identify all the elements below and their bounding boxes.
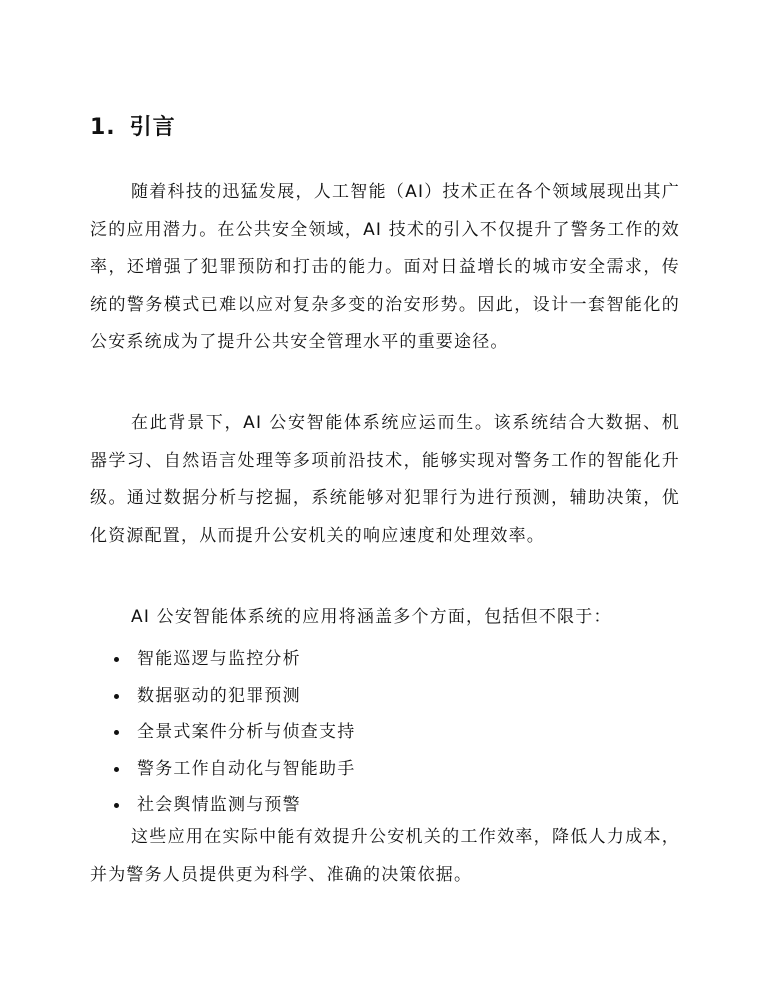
list-item-text: 全景式案件分析与侦查支持 bbox=[137, 722, 356, 742]
list-item bbox=[90, 751, 680, 788]
section-heading bbox=[90, 113, 176, 143]
list-item-text: 数据驱动的犯罪预测 bbox=[137, 685, 301, 706]
list-item-text: 警务工作自动化与智能助手 bbox=[137, 758, 356, 779]
list-item-text: 智能巡逻与监控分析 bbox=[137, 649, 301, 669]
bullet-dot-icon bbox=[114, 694, 119, 699]
list-item bbox=[90, 641, 680, 678]
section-number: 1. bbox=[90, 115, 116, 140]
bullet-dot-icon bbox=[114, 657, 119, 662]
intro-paragraph: 随着科技的迅猛发展，人工智能（AI）技术正在各个领域展现出其广泛的应用潜力。在公共安全领域，AI 技术的引入不仅提升了警务工作的效率，还增强了犯罪预防和打击的能力。面对日益增长的城市安全需求，传统的警务模式已难以应对复杂多变的治安形势。因此，设计一套智能化的公安系统成为了提升公共安全管理水平的重要途径。 bbox=[90, 182, 680, 352]
closing-paragraph: 这些应用在实际中能有效提升公安机关的工作效率，降低人力成本，并为警务人员提供更为科学、准确的决策依据。 bbox=[90, 827, 680, 885]
applications-list bbox=[90, 641, 680, 824]
applications-lead-paragraph: AI 公安智能体系统的应用将涵盖多个方面，包括但不限于： bbox=[131, 607, 612, 627]
bullet-dot-icon bbox=[114, 730, 119, 735]
bullet-dot-icon bbox=[114, 767, 119, 772]
bullet-dot-icon bbox=[114, 803, 119, 808]
list-item bbox=[90, 714, 680, 751]
list-item-text: 社会舆情监测与预警 bbox=[137, 795, 301, 815]
background-paragraph: 在此背景下，AI 公安智能体系统应运而生。该系统结合大数据、机器学习、自然语言处理等多项前沿技术，能够实现对警务工作的智能化升级。通过数据分析与挖掘，系统能够对犯罪行为进行预测，辅助决策，优化资源配置，从而提升公安机关的响应速度和处理效率。 bbox=[90, 413, 680, 546]
section-title: 引言 bbox=[129, 115, 176, 140]
list-item bbox=[90, 678, 680, 715]
